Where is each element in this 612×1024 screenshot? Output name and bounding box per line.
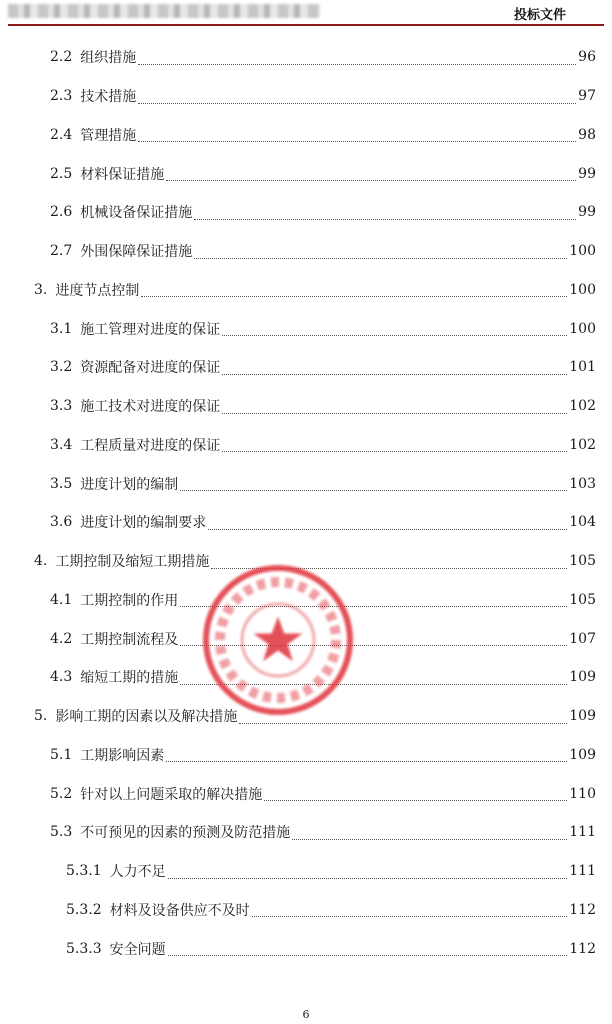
toc-entry[interactable] [0, 929, 612, 968]
toc-entry[interactable] [0, 464, 612, 503]
toc-entry-number: 3. [34, 281, 48, 298]
toc-entry-title: 工期控制流程及 [80, 631, 179, 648]
toc-entry-title: 工期控制及缩短工期措施 [55, 554, 210, 571]
toc-entry-number: 3.4 [50, 436, 73, 453]
toc-entry-number: 4. [34, 553, 48, 570]
toc-entry-number: 4.2 [50, 630, 73, 647]
toc-dot-leader [168, 877, 568, 879]
toc-entry-number: 4.3 [50, 669, 73, 686]
toc-entry-page: 103 [569, 475, 596, 492]
document-type-label: 投标文件 [513, 8, 566, 23]
toc-entry[interactable] [0, 891, 612, 930]
toc-entry-number: 5. [34, 708, 48, 725]
toc-entry-title: 进度计划的编制 [80, 476, 179, 493]
toc-entry-page: 100 [569, 243, 596, 260]
toc-dot-leader [194, 218, 576, 220]
toc-entry-title: 工程质量对进度的保证 [80, 437, 221, 454]
header-divider [8, 24, 604, 26]
toc-entry-page: 111 [569, 824, 596, 841]
toc-dot-leader [252, 915, 568, 917]
toc-dot-leader [222, 450, 567, 452]
toc-entry-title: 工期控制的作用 [80, 592, 179, 609]
toc-entry-page: 112 [569, 940, 596, 957]
toc-entry-title: 外围保障保证措施 [80, 244, 193, 261]
toc-entry-page: 100 [569, 320, 596, 337]
toc-entry-title: 施工技术对进度的保证 [80, 399, 221, 416]
toc-entry[interactable] [0, 154, 612, 193]
toc-dot-leader [264, 799, 567, 801]
table-of-contents [0, 38, 612, 968]
toc-entry-title: 材料及设备供应不及时 [109, 902, 250, 919]
toc-entry-number: 3.3 [50, 398, 73, 415]
toc-entry-title: 机械设备保证措施 [80, 205, 193, 222]
toc-entry-title: 组织措施 [80, 50, 137, 67]
toc-entry[interactable] [0, 77, 612, 116]
toc-entry-title: 人力不足 [109, 864, 166, 881]
toc-entry-page: 102 [569, 398, 596, 415]
toc-entry-page: 99 [578, 204, 596, 221]
red-seal-stamp [198, 560, 358, 720]
toc-entry-title: 技术措施 [80, 89, 137, 106]
toc-entry-page: 109 [569, 669, 596, 686]
toc-entry-number: 5.3 [50, 824, 73, 841]
toc-dot-leader [138, 102, 576, 104]
toc-entry-number: 3.1 [50, 320, 73, 337]
toc-entry-title: 缩短工期的措施 [80, 670, 179, 687]
toc-dot-leader [180, 489, 567, 491]
toc-dot-leader [239, 722, 567, 724]
page-number: 6 [302, 1008, 310, 1021]
toc-entry[interactable] [0, 309, 612, 348]
toc-entry-title: 管理措施 [80, 127, 137, 144]
toc-entry-page: 109 [569, 746, 596, 763]
toc-entry[interactable] [0, 503, 612, 542]
toc-entry-number: 2.2 [50, 49, 73, 66]
toc-entry-number: 3.6 [50, 514, 73, 531]
toc-dot-leader [222, 334, 567, 336]
toc-entry-title: 施工管理对进度的保证 [80, 321, 221, 338]
toc-entry-title: 针对以上问题采取的解决措施 [80, 786, 263, 803]
toc-entry-number: 2.6 [50, 204, 73, 221]
toc-entry-page: 104 [569, 514, 596, 531]
toc-entry-number: 5.1 [50, 746, 73, 763]
toc-entry-page: 112 [569, 901, 596, 918]
toc-entry-number: 2.3 [50, 88, 73, 105]
toc-entry[interactable] [0, 813, 612, 852]
toc-dot-leader [222, 373, 567, 375]
toc-dot-leader [292, 838, 567, 840]
toc-entry[interactable] [0, 116, 612, 155]
toc-entry-page: 99 [578, 165, 596, 182]
toc-entry-page: 98 [578, 126, 596, 143]
toc-entry[interactable] [0, 426, 612, 465]
toc-dot-leader [208, 528, 567, 530]
toc-entry[interactable] [0, 232, 612, 271]
toc-entry-page: 105 [569, 553, 596, 570]
toc-entry-number: 2.4 [50, 126, 73, 143]
toc-entry[interactable] [0, 387, 612, 426]
toc-entry-title: 不可预见的因素的预测及防范措施 [80, 825, 291, 842]
toc-entry-page: 101 [569, 359, 596, 376]
toc-entry-title: 进度计划的编制要求 [80, 515, 207, 532]
toc-entry-number: 3.2 [50, 359, 73, 376]
toc-entry-page: 102 [569, 436, 596, 453]
toc-entry[interactable] [0, 774, 612, 813]
toc-entry-page: 111 [569, 863, 596, 880]
toc-entry[interactable] [0, 736, 612, 775]
toc-entry-page: 109 [569, 708, 596, 725]
toc-entry[interactable] [0, 38, 612, 77]
toc-entry-title: 安全问题 [109, 941, 166, 958]
toc-dot-leader [222, 412, 567, 414]
toc-entry[interactable] [0, 852, 612, 891]
toc-entry-title: 材料保证措施 [80, 166, 165, 183]
toc-dot-leader [138, 63, 576, 65]
toc-dot-leader [166, 179, 576, 181]
toc-entry-number: 5.3.1 [66, 863, 102, 880]
toc-entry-page: 110 [569, 785, 596, 802]
toc-entry-number: 2.7 [50, 243, 73, 260]
toc-entry-number: 5.3.3 [66, 940, 102, 957]
toc-entry-number: 5.3.2 [66, 901, 102, 918]
toc-dot-leader [194, 257, 567, 259]
toc-entry-number: 4.1 [50, 591, 73, 608]
toc-entry-title: 资源配备对进度的保证 [80, 360, 221, 377]
toc-entry-page: 105 [569, 591, 596, 608]
toc-entry-title: 工期影响因素 [80, 747, 165, 764]
toc-entry-number: 3.5 [50, 475, 73, 492]
toc-dot-leader [138, 140, 576, 142]
toc-entry-number: 2.5 [50, 165, 73, 182]
toc-dot-leader [141, 295, 567, 297]
toc-entry[interactable] [0, 193, 612, 232]
toc-entry-page: 107 [569, 630, 596, 647]
toc-entry[interactable] [0, 348, 612, 387]
toc-dot-leader [166, 760, 567, 762]
toc-entry-number: 5.2 [50, 785, 73, 802]
toc-entry-title: 进度节点控制 [55, 282, 140, 299]
toc-entry-page: 97 [578, 88, 596, 105]
toc-entry[interactable] [0, 271, 612, 310]
header-redacted-text [8, 4, 320, 18]
toc-entry-page: 96 [578, 49, 596, 66]
toc-entry-title: 影响工期的因素以及解决措施 [55, 709, 238, 726]
toc-entry-page: 100 [569, 281, 596, 298]
toc-dot-leader [168, 954, 568, 956]
